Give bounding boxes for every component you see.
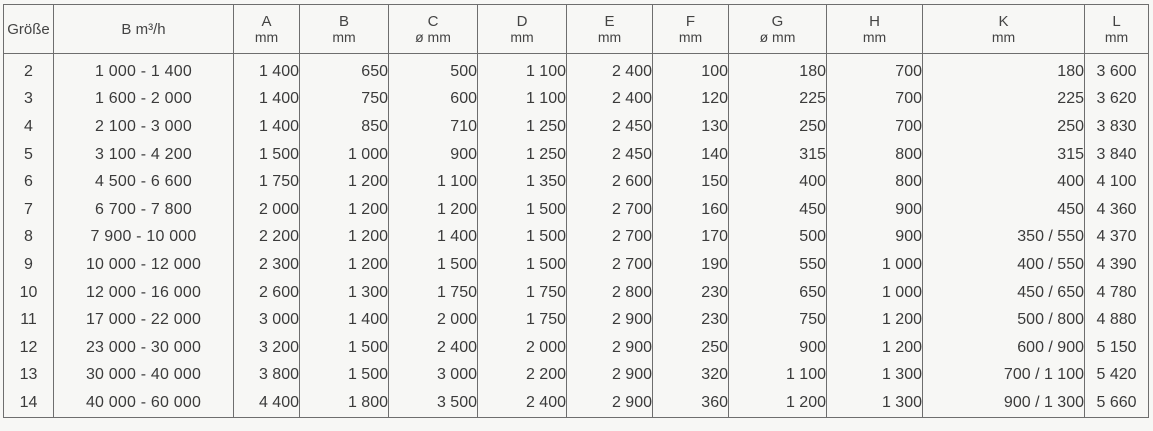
table-cell: 4 780 <box>1085 279 1149 307</box>
table-cell: 600 <box>389 86 478 114</box>
table-cell: 2 600 <box>567 168 653 196</box>
table-cell: 600 / 900 <box>923 334 1085 362</box>
table-cell: 3 200 <box>234 334 300 362</box>
header-row <box>4 5 1149 54</box>
table-cell: 180 <box>923 54 1085 86</box>
table-cell: 5 660 <box>1085 389 1149 417</box>
table-cell: 150 <box>653 168 729 196</box>
table-cell: 2 900 <box>567 334 653 362</box>
table-cell: 4 <box>4 113 54 141</box>
table-cell: 500 <box>729 224 827 252</box>
table-cell: 2 000 <box>389 306 478 334</box>
column-header-label: F <box>685 12 696 30</box>
table-cell: 3 800 <box>234 362 300 390</box>
table-cell: 1 500 <box>478 224 567 252</box>
table-cell: 1 800 <box>300 389 389 417</box>
table-row <box>4 306 1149 334</box>
table-cell: 13 <box>4 362 54 390</box>
table-cell: 1 600 - 2 000 <box>54 86 234 114</box>
table-cell: 2 400 <box>567 86 653 114</box>
table-cell: 3 830 <box>1085 113 1149 141</box>
table-cell: 3 840 <box>1085 141 1149 169</box>
table-cell: 250 <box>729 113 827 141</box>
table-cell: 1 100 <box>478 86 567 114</box>
table-row <box>4 389 1149 417</box>
table-cell: 1 300 <box>300 279 389 307</box>
column-header-unit: mm <box>678 28 703 45</box>
table-cell: 1 500 <box>478 251 567 279</box>
table-cell: 2 400 <box>478 389 567 417</box>
table-cell: 140 <box>653 141 729 169</box>
table-cell: 1 500 <box>300 362 389 390</box>
table-cell: 1 200 <box>827 306 923 334</box>
table-cell: 800 <box>827 141 923 169</box>
column-header-unit: ø mm <box>415 28 451 45</box>
column-header <box>300 5 389 54</box>
table-cell: 2 600 <box>234 279 300 307</box>
table-cell: 900 <box>389 141 478 169</box>
table-cell: 400 / 550 <box>923 251 1085 279</box>
column-header <box>827 5 923 54</box>
table-cell: 500 <box>389 54 478 86</box>
table-cell: 225 <box>923 86 1085 114</box>
table-cell: 1 200 <box>300 196 389 224</box>
table-cell: 1 100 <box>729 362 827 390</box>
table-cell: 3 500 <box>389 389 478 417</box>
table-cell: 1 750 <box>478 279 567 307</box>
table-cell: 1 200 <box>300 224 389 252</box>
table-cell: 350 / 550 <box>923 224 1085 252</box>
column-header-label: C <box>427 12 439 30</box>
table-cell: 3 600 <box>1085 54 1149 86</box>
table-cell: 2 800 <box>567 279 653 307</box>
table-cell: 2 200 <box>234 224 300 252</box>
table-row <box>4 168 1149 196</box>
table-cell: 550 <box>729 251 827 279</box>
table-cell: 2 900 <box>567 306 653 334</box>
column-header-unit: mm <box>597 28 622 45</box>
column-header-label: D <box>516 12 528 30</box>
table-cell: 230 <box>653 279 729 307</box>
column-header-label: B <box>338 12 349 30</box>
column-header-unit: mm <box>332 28 356 45</box>
table-cell: 3 620 <box>1085 86 1149 114</box>
table-cell: 1 000 <box>300 141 389 169</box>
table-cell: 2 <box>4 54 54 86</box>
table-cell: 100 <box>653 54 729 86</box>
table-cell: 900 <box>827 196 923 224</box>
table-cell: 180 <box>729 54 827 86</box>
table-cell: 190 <box>653 251 729 279</box>
table-cell: 2 200 <box>478 362 567 390</box>
column-header <box>923 5 1085 54</box>
table-cell: 800 <box>827 168 923 196</box>
table-cell: 2 400 <box>389 334 478 362</box>
table-cell: 1 500 <box>478 196 567 224</box>
table-cell: 230 <box>653 306 729 334</box>
table-row <box>4 224 1149 252</box>
table-cell: 11 <box>4 306 54 334</box>
table-cell: 360 <box>653 389 729 417</box>
table-cell: 2 100 - 3 000 <box>54 113 234 141</box>
table-cell: 2 900 <box>567 362 653 390</box>
column-header-unit: mm <box>862 28 887 45</box>
table-cell: 2 900 <box>567 389 653 417</box>
table-row <box>4 196 1149 224</box>
table-cell: 1 000 <box>827 279 923 307</box>
table-cell: 650 <box>729 279 827 307</box>
table-cell: 5 150 <box>1085 334 1149 362</box>
table-cell: 315 <box>923 141 1085 169</box>
table-cell: 4 100 <box>1085 168 1149 196</box>
table-cell: 3 <box>4 86 54 114</box>
table-cell: 23 000 - 30 000 <box>54 334 234 362</box>
table-cell: 5 <box>4 141 54 169</box>
column-header-label: A <box>261 12 272 30</box>
table-cell: 1 100 <box>389 168 478 196</box>
table-cell: 1 000 - 1 400 <box>54 54 234 86</box>
column-header-label: E <box>604 12 615 30</box>
table-cell: 1 250 <box>478 141 567 169</box>
column-header-label: G <box>771 12 784 30</box>
table-cell: 4 360 <box>1085 196 1149 224</box>
table-cell: 14 <box>4 389 54 417</box>
column-header <box>1085 5 1149 54</box>
table-cell: 1 500 <box>300 334 389 362</box>
table-cell: 225 <box>729 86 827 114</box>
table-cell: 1 300 <box>827 362 923 390</box>
table-cell: 120 <box>653 86 729 114</box>
table-cell: 900 <box>827 224 923 252</box>
column-header <box>4 5 54 54</box>
table-cell: 12 000 - 16 000 <box>54 279 234 307</box>
column-header <box>729 5 827 54</box>
table-cell: 4 370 <box>1085 224 1149 252</box>
table-cell: 1 500 <box>389 251 478 279</box>
table-body <box>4 54 1149 418</box>
table-cell: 160 <box>653 196 729 224</box>
table-cell: 1 000 <box>827 251 923 279</box>
table-cell: 750 <box>300 86 389 114</box>
table-cell: 1 300 <box>827 389 923 417</box>
table-cell: 6 700 - 7 800 <box>54 196 234 224</box>
column-header-unit: mm <box>1104 28 1129 45</box>
table-row <box>4 54 1149 86</box>
column-header <box>478 5 567 54</box>
table-cell: 400 <box>923 168 1085 196</box>
table-cell: 320 <box>653 362 729 390</box>
table-cell: 10 <box>4 279 54 307</box>
column-header <box>653 5 729 54</box>
table-cell: 6 <box>4 168 54 196</box>
table-cell: 450 / 650 <box>923 279 1085 307</box>
table-row <box>4 251 1149 279</box>
column-header-unit: mm <box>254 28 279 45</box>
table-cell: 1 200 <box>389 196 478 224</box>
table-cell: 9 <box>4 251 54 279</box>
table-cell: 2 700 <box>567 251 653 279</box>
table-cell: 1 400 <box>234 113 300 141</box>
table-cell: 12 <box>4 334 54 362</box>
column-header-label: B m³/h <box>121 20 166 38</box>
table-cell: 10 000 - 12 000 <box>54 251 234 279</box>
table-cell: 4 400 <box>234 389 300 417</box>
table-cell: 250 <box>923 113 1085 141</box>
table-cell: 450 <box>923 196 1085 224</box>
table-cell: 8 <box>4 224 54 252</box>
table-cell: 1 750 <box>234 168 300 196</box>
table-cell: 7 900 - 10 000 <box>54 224 234 252</box>
table-cell: 500 / 800 <box>923 306 1085 334</box>
dimensions-table <box>3 4 1149 418</box>
table-cell: 850 <box>300 113 389 141</box>
table-cell: 2 400 <box>567 54 653 86</box>
table-cell: 2 450 <box>567 141 653 169</box>
table-cell: 1 200 <box>729 389 827 417</box>
table-cell: 7 <box>4 196 54 224</box>
table-cell: 130 <box>653 113 729 141</box>
column-header-unit: mm <box>991 28 1016 45</box>
table-cell: 30 000 - 40 000 <box>54 362 234 390</box>
table-cell: 710 <box>389 113 478 141</box>
table-cell: 2 300 <box>234 251 300 279</box>
table-cell: 2 450 <box>567 113 653 141</box>
table-cell: 900 <box>729 334 827 362</box>
table-cell: 4 500 - 6 600 <box>54 168 234 196</box>
table-cell: 650 <box>300 54 389 86</box>
column-header-unit: mm <box>510 28 534 45</box>
table-row <box>4 334 1149 362</box>
table-cell: 400 <box>729 168 827 196</box>
table-row <box>4 362 1149 390</box>
table-cell: 4 880 <box>1085 306 1149 334</box>
table-cell: 750 <box>729 306 827 334</box>
table-cell: 1 400 <box>300 306 389 334</box>
table-cell: 900 / 1 300 <box>923 389 1085 417</box>
table-cell: 700 <box>827 113 923 141</box>
table-row <box>4 86 1149 114</box>
table-cell: 700 <box>827 86 923 114</box>
column-header <box>234 5 300 54</box>
column-header-label: Größe <box>7 20 50 38</box>
table-cell: 1 400 <box>234 54 300 86</box>
table-cell: 40 000 - 60 000 <box>54 389 234 417</box>
column-header-unit: ø mm <box>759 28 796 45</box>
table-cell: 315 <box>729 141 827 169</box>
table-cell: 700 <box>827 54 923 86</box>
column-header-label: L <box>1112 12 1121 30</box>
table-cell: 1 200 <box>300 251 389 279</box>
column-header <box>389 5 478 54</box>
column-header <box>567 5 653 54</box>
table-row <box>4 279 1149 307</box>
column-header-label: K <box>998 12 1009 30</box>
table-cell: 3 100 - 4 200 <box>54 141 234 169</box>
table-cell: 1 200 <box>827 334 923 362</box>
column-header-label: H <box>869 12 880 30</box>
table-cell: 1 750 <box>389 279 478 307</box>
table-cell: 1 200 <box>300 168 389 196</box>
table-cell: 450 <box>729 196 827 224</box>
column-header <box>54 5 234 54</box>
table-cell: 1 400 <box>389 224 478 252</box>
table-cell: 1 500 <box>234 141 300 169</box>
table-cell: 1 750 <box>478 306 567 334</box>
table-cell: 2 700 <box>567 196 653 224</box>
table-cell: 170 <box>653 224 729 252</box>
table-cell: 2 000 <box>234 196 300 224</box>
table-cell: 4 390 <box>1085 251 1149 279</box>
table-cell: 17 000 - 22 000 <box>54 306 234 334</box>
table-cell: 1 100 <box>478 54 567 86</box>
table-cell: 250 <box>653 334 729 362</box>
table-row <box>4 113 1149 141</box>
table-cell: 3 000 <box>234 306 300 334</box>
table-cell: 1 350 <box>478 168 567 196</box>
table-cell: 2 700 <box>567 224 653 252</box>
table-cell: 3 000 <box>389 362 478 390</box>
table-cell: 700 / 1 100 <box>923 362 1085 390</box>
table-cell: 1 400 <box>234 86 300 114</box>
table-cell: 1 250 <box>478 113 567 141</box>
table-cell: 2 000 <box>478 334 567 362</box>
table-row <box>4 141 1149 169</box>
table-cell: 5 420 <box>1085 362 1149 390</box>
